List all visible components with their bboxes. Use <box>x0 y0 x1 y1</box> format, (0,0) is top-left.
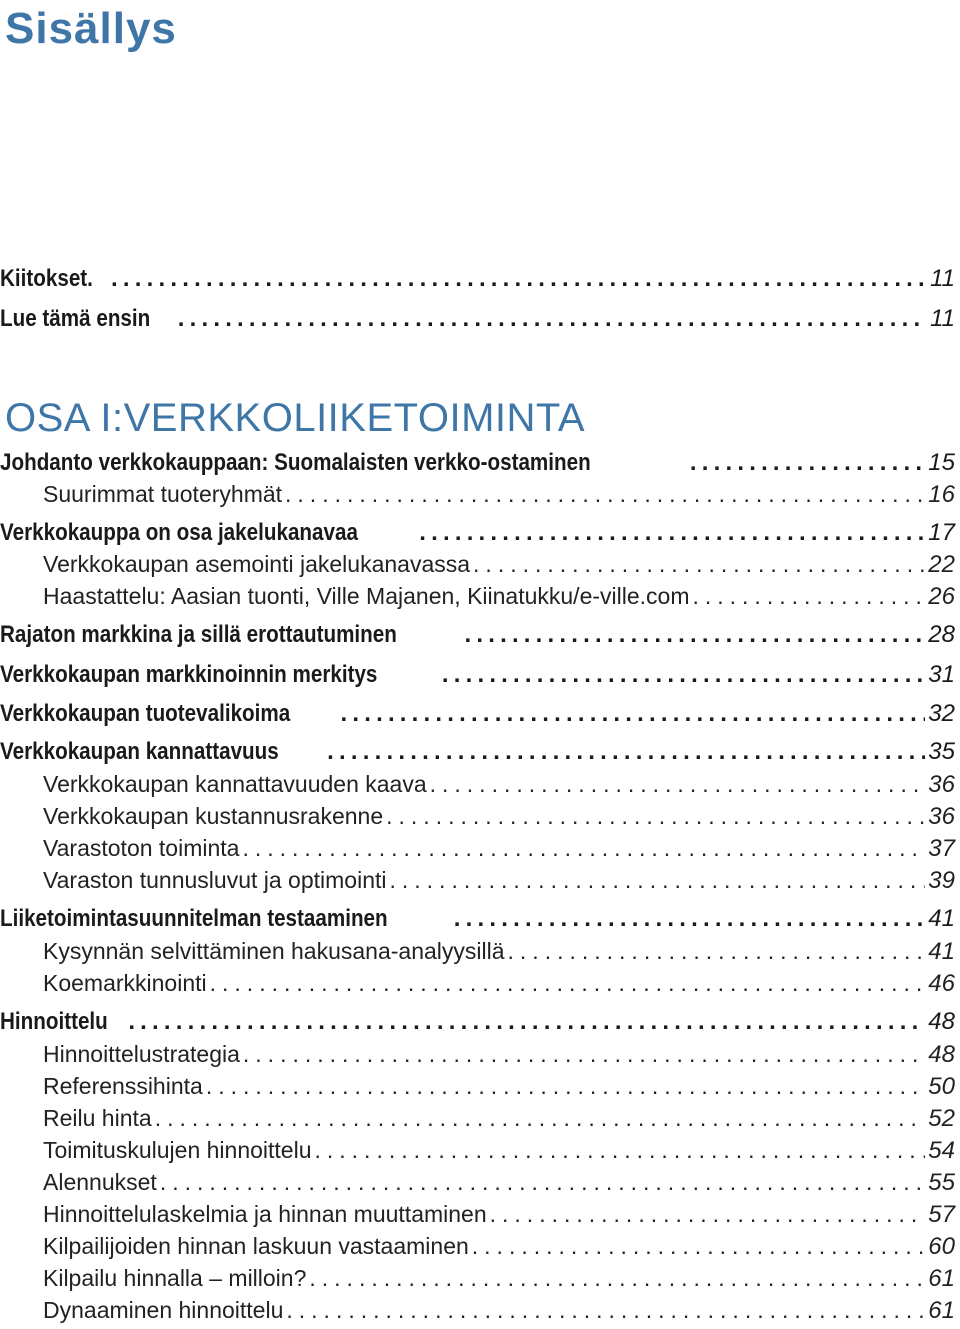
dot-leader <box>430 771 926 798</box>
toc-entry-title: Hinnoittelu <box>0 1008 108 1035</box>
toc-entry-title: Kilpailijoiden hinnan laskuun vastaaminen <box>43 1233 469 1259</box>
dot-leader <box>160 1169 925 1196</box>
toc-entry-title: Kysynnän selvittäminen hakusana-analyysillä <box>43 938 505 964</box>
toc-entry-title: Koemarkkinointi <box>43 970 207 996</box>
dot-leader <box>472 1233 926 1260</box>
dot-leader <box>285 481 925 508</box>
toc-entry[interactable] <box>0 661 955 693</box>
dot-leader <box>155 1105 926 1132</box>
toc-entry[interactable] <box>0 771 955 803</box>
toc-page-number: 26 <box>928 583 955 610</box>
toc-entry-title: Kiitokset. <box>0 265 93 292</box>
toc-entry[interactable] <box>0 519 955 551</box>
dot-leader <box>315 1137 926 1164</box>
toc-entry[interactable] <box>0 905 955 937</box>
toc-entry[interactable] <box>0 1169 955 1201</box>
toc-entry[interactable] <box>0 583 955 615</box>
toc-entry-title: Dynaaminen hinnoittelu <box>43 1297 284 1323</box>
toc-page-number: 36 <box>928 771 955 798</box>
toc-entry-title: Kilpailu hinnalla – milloin? <box>43 1265 307 1291</box>
dot-leader <box>464 621 925 649</box>
dot-leader <box>454 905 926 933</box>
dot-leader <box>111 265 927 293</box>
toc-entry[interactable] <box>0 449 955 481</box>
dot-leader <box>242 835 925 862</box>
dot-leader <box>340 700 925 728</box>
toc-entry-title: Liiketoimintasuunnitelman testaaminen <box>0 905 388 932</box>
toc-entry-title: Varastoton toiminta <box>43 835 240 861</box>
dot-leader <box>210 970 926 997</box>
toc-page-number: 50 <box>928 1073 955 1100</box>
dot-leader <box>692 583 925 610</box>
dot-leader <box>442 661 925 689</box>
toc-entry-title: Verkkokaupan kustannusrakenne <box>43 803 384 829</box>
toc-entry[interactable] <box>0 1297 955 1329</box>
dot-leader <box>243 1041 925 1068</box>
dot-leader <box>128 1008 925 1036</box>
toc-page-number: 15 <box>928 449 955 476</box>
toc-entry[interactable] <box>0 938 955 970</box>
toc-page-number: 61 <box>928 1297 955 1324</box>
toc-entry[interactable] <box>0 551 955 583</box>
toc-entry[interactable] <box>0 835 955 867</box>
toc-page-number: 57 <box>928 1201 955 1228</box>
part-heading: OSA I:VERKKOLIIKETOIMINTA <box>5 396 586 440</box>
toc-entry-title: Hinnoittelulaskelmia ja hinnan muuttaminen <box>43 1201 487 1227</box>
toc-page-number: 32 <box>928 700 955 727</box>
toc-entry[interactable] <box>0 1233 955 1265</box>
toc-entry-title: Johdanto verkkokauppaan: Suomalaisten verkko-ostaminen <box>0 449 591 476</box>
toc-page-number: 22 <box>928 551 955 578</box>
dot-leader <box>490 1201 926 1228</box>
dot-leader <box>386 803 925 830</box>
dot-leader <box>206 1073 925 1100</box>
toc-page-number: 11 <box>930 265 955 292</box>
toc-entry[interactable] <box>0 1073 955 1105</box>
toc-entry[interactable] <box>0 1137 955 1169</box>
toc-page-number: 28 <box>928 621 955 648</box>
toc-page-number: 60 <box>928 1233 955 1260</box>
toc-page-number: 11 <box>930 305 955 332</box>
toc-entry[interactable] <box>0 738 955 770</box>
toc-entry-title: Verkkokaupan tuotevalikoima <box>0 700 291 727</box>
dot-leader <box>473 551 925 578</box>
toc-entry[interactable] <box>0 621 955 653</box>
toc-page-number: 48 <box>928 1008 955 1035</box>
toc-entry-title: Hinnoittelustrategia <box>43 1041 240 1067</box>
dot-leader <box>178 305 927 333</box>
toc-page-number: 41 <box>928 905 955 932</box>
toc-entry-title: Verkkokaupan markkinoinnin merkitys <box>0 661 378 688</box>
toc-entry-title: Varaston tunnusluvut ja optimointi <box>43 867 387 893</box>
toc-page-number: 16 <box>928 481 955 508</box>
dot-leader <box>690 449 925 477</box>
toc-page-number: 48 <box>928 1041 955 1068</box>
dot-leader <box>390 867 926 894</box>
toc-entry[interactable] <box>0 305 955 337</box>
toc-page-number: 54 <box>928 1137 955 1164</box>
toc-page-number: 35 <box>928 738 955 765</box>
toc-page-number: 37 <box>928 835 955 862</box>
toc-entry[interactable] <box>0 803 955 835</box>
toc-entry-title: Verkkokauppa on osa jakelukanavaa <box>0 519 358 546</box>
toc-entry[interactable] <box>0 1105 955 1137</box>
dot-leader <box>286 1297 925 1324</box>
toc-entry[interactable] <box>0 1265 955 1297</box>
toc-entry-title: Verkkokaupan kannattavuus <box>0 738 279 765</box>
dot-leader <box>327 738 925 766</box>
dot-leader <box>508 938 926 965</box>
toc-page-number: 31 <box>928 661 955 688</box>
toc-entry-title: Lue tämä ensin <box>0 305 151 332</box>
toc-entry-title: Toimituskulujen hinnoittelu <box>43 1137 312 1163</box>
toc-entry[interactable] <box>0 1008 955 1040</box>
toc-entry-title: Referenssihinta <box>43 1073 203 1099</box>
toc-entry[interactable] <box>0 700 955 732</box>
toc-entry[interactable] <box>0 265 955 297</box>
toc-entry-title: Verkkokaupan kannattavuuden kaava <box>43 771 427 797</box>
toc-entry-title: Alennukset <box>43 1169 157 1195</box>
toc-entry[interactable] <box>0 970 955 1002</box>
toc-entry-title: Reilu hinta <box>43 1105 152 1131</box>
toc-page-number: 55 <box>928 1169 955 1196</box>
page-title: Sisällys <box>5 4 177 53</box>
toc-page-number: 41 <box>928 938 955 965</box>
dot-leader <box>419 519 925 547</box>
toc-entry[interactable] <box>0 1201 955 1233</box>
toc-page-number: 61 <box>928 1265 955 1292</box>
toc-entry[interactable] <box>0 1041 955 1073</box>
toc-page-number: 52 <box>928 1105 955 1132</box>
toc-entry-title: Rajaton markkina ja sillä erottautuminen <box>0 621 397 648</box>
toc-page-number: 46 <box>928 970 955 997</box>
toc-entry[interactable] <box>0 481 955 513</box>
toc-entry-title: Suurimmat tuoteryhmät <box>43 481 283 507</box>
dot-leader <box>309 1265 925 1292</box>
toc-entry[interactable] <box>0 867 955 899</box>
toc-page-number: 36 <box>928 803 955 830</box>
toc-entry-title: Haastattelu: Aasian tuonti, Ville Majanen, Kiinatukku/e-ville.com <box>43 583 690 609</box>
toc-page-number: 39 <box>928 867 955 894</box>
toc-page-number: 17 <box>928 519 955 546</box>
toc-entry-title: Verkkokaupan asemointi jakelukanavassa <box>43 551 471 577</box>
